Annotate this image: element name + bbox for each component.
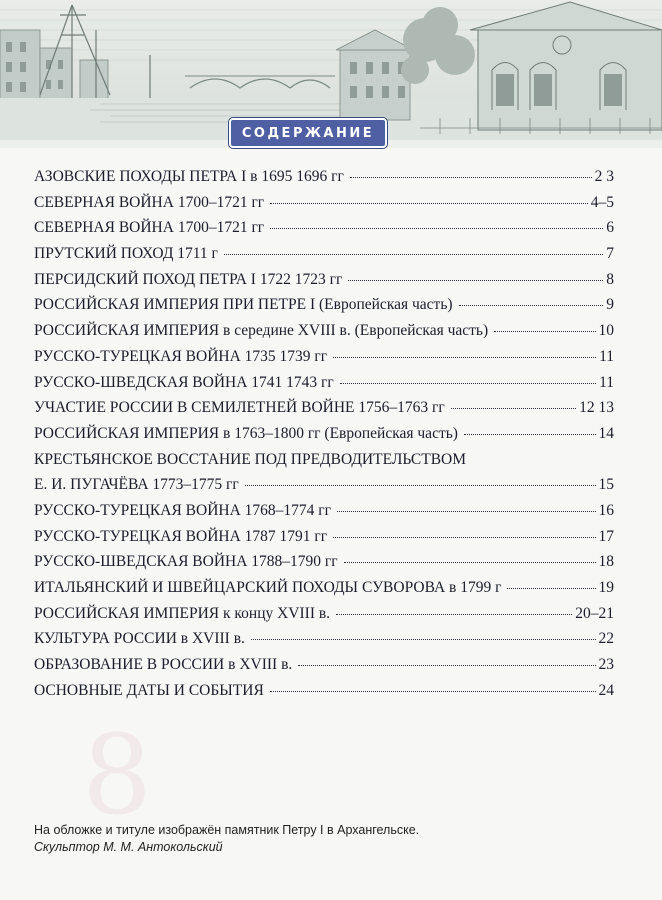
toc-item[interactable] <box>34 502 614 528</box>
dot-leader <box>344 562 596 563</box>
dot-leader <box>298 665 595 666</box>
toc-item-page: 11 <box>599 347 614 365</box>
toc-item-title: РОССИЙСКАЯ ИМПЕРИЯ в 1763–1800 гг (Европейская часть) <box>34 424 458 442</box>
toc-item-title: РУССКО-ТУРЕЦКАЯ ВОЙНА 1768–1774 гг <box>34 501 331 519</box>
dot-leader <box>459 305 604 306</box>
toc-item-page: 17 <box>598 527 614 545</box>
toc-item-page: 8 <box>606 270 614 288</box>
footnote-line: На обложке и титуле изображён памятник Петру I в Архангельске. <box>34 823 420 837</box>
page-title-tab <box>229 118 387 148</box>
toc-item[interactable] <box>34 194 614 220</box>
toc-item-title: РУССКО-ТУРЕЦКАЯ ВОЙНА 1787 1791 гг <box>34 527 328 545</box>
dot-leader <box>270 691 596 692</box>
dot-leader <box>340 383 596 384</box>
toc-item-page: 9 <box>606 296 614 314</box>
toc-item-title: РОССИЙСКАЯ ИМПЕРИЯ ПРИ ПЕТРЕ I (Европейская часть) <box>34 296 453 314</box>
toc-item-title: РУССКО-ШВЕДСКАЯ ВОЙНА 1788–1790 гг <box>34 553 338 571</box>
toc-item-title: КУЛЬТУРА РОССИИ в XVIII в. <box>34 630 245 648</box>
toc-item-page: 11 <box>599 373 614 391</box>
toc-item[interactable] <box>34 425 614 451</box>
toc-item-title: СЕВЕРНАЯ ВОЙНА 1700–1721 гг <box>34 219 265 237</box>
toc-item-title: ИТАЛЬЯНСКИЙ И ШВЕЙЦАРСКИЙ ПОХОДЫ СУВОРОВА в 1799 г <box>34 579 502 596</box>
toc-item-title: Е. И. ПУГАЧЁВА 1773–1775 гг <box>34 476 239 494</box>
toc-item[interactable] <box>34 296 614 322</box>
toc-item-title: АЗОВСКИЕ ПОХОДЫ ПЕТРА I в 1695 1696 гг <box>34 168 344 185</box>
toc-item-page: 2 3 <box>594 168 614 185</box>
dot-leader <box>270 228 603 229</box>
toc-item-page: 4–5 <box>590 193 614 211</box>
dot-leader <box>245 485 596 486</box>
toc-item-page: 14 <box>598 424 614 442</box>
toc-item-title: ОБРАЗОВАНИЕ В РОССИИ в XVIII в. <box>34 656 293 674</box>
toc-item-title: РОССИЙСКАЯ ИМПЕРИЯ к концу XVIII в. <box>34 604 331 622</box>
toc-item[interactable] <box>34 682 614 708</box>
toc-item-page: 19 <box>598 579 614 596</box>
toc-item[interactable] <box>34 630 614 656</box>
dot-leader <box>507 588 595 589</box>
toc-item-page: 24 <box>598 681 614 699</box>
toc-item-page: 10 <box>598 322 614 340</box>
toc-item-title: СЕВЕРНАЯ ВОЙНА 1700–1721 гг <box>34 193 265 211</box>
toc-item[interactable] <box>34 374 614 400</box>
toc-item-title: ОСНОВНЫЕ ДАТЫ И СОБЫТИЯ <box>34 681 264 699</box>
dot-leader <box>336 614 572 615</box>
decorative-watermark: 8 <box>82 711 152 839</box>
toc-item[interactable] <box>34 271 614 297</box>
dot-leader <box>451 408 576 409</box>
dot-leader <box>464 434 596 435</box>
dot-leader <box>251 639 596 640</box>
toc-item-title: УЧАСТИЕ РОССИИ В СЕМИЛЕТНЕЙ ВОЙНЕ 1756–1763 гг <box>34 399 445 417</box>
toc-item[interactable] <box>34 553 614 579</box>
dot-leader <box>348 280 603 281</box>
toc-item-page: 23 <box>598 656 614 674</box>
dot-leader <box>224 254 603 255</box>
dot-leader <box>333 357 596 358</box>
toc-item[interactable] <box>34 476 614 502</box>
toc-item-title: РУССКО-ТУРЕЦКАЯ ВОЙНА 1735 1739 гг <box>34 347 328 365</box>
toc-item[interactable] <box>34 245 614 271</box>
toc-item-page: 7 <box>606 245 614 263</box>
dot-leader <box>337 511 596 512</box>
toc-item[interactable] <box>34 168 614 194</box>
toc-item-page: 15 <box>598 476 614 494</box>
toc-item-page: 6 <box>606 219 614 237</box>
toc-item[interactable] <box>34 219 614 245</box>
toc-item-page: 20–21 <box>575 604 614 622</box>
toc-item[interactable] <box>34 528 614 554</box>
toc-item-title: РОССИЙСКАЯ ИМПЕРИЯ в середине XVIII в. (Европейская часть) <box>34 322 489 340</box>
cover-footnote <box>34 822 419 856</box>
dot-leader <box>333 537 595 538</box>
toc-item-page: 16 <box>598 501 614 519</box>
dot-leader <box>270 203 588 204</box>
toc-item[interactable] <box>34 656 614 682</box>
toc-item-title: РУССКО-ШВЕДСКАЯ ВОЙНА 1741 1743 гг <box>34 373 334 391</box>
toc-item[interactable] <box>34 605 614 631</box>
dot-leader <box>350 177 592 178</box>
table-of-contents <box>34 168 614 707</box>
toc-item-page: 22 <box>598 630 614 648</box>
toc-item-title-continued[interactable]: КРЕСТЬЯНСКОЕ ВОССТАНИЕ ПОД ПРЕДВОДИТЕЛЬСТВОМ <box>34 450 467 468</box>
toc-item-title: ПЕРСИДСКИЙ ПОХОД ПЕТРА I 1722 1723 гг <box>34 270 343 288</box>
page-title: СОДЕРЖАНИЕ <box>241 125 375 141</box>
toc-item[interactable] <box>34 348 614 374</box>
toc-item-page: 12 13 <box>579 399 614 417</box>
toc-item[interactable] <box>34 579 614 605</box>
toc-item[interactable] <box>34 399 614 425</box>
toc-item-title: ПРУТСКИЙ ПОХОД 1711 г <box>34 245 218 263</box>
toc-item-page: 18 <box>598 553 614 571</box>
footnote-sculptor: Скульптор М. М. Антокольский <box>34 840 223 854</box>
toc-item[interactable] <box>34 322 614 348</box>
dot-leader <box>494 331 595 332</box>
